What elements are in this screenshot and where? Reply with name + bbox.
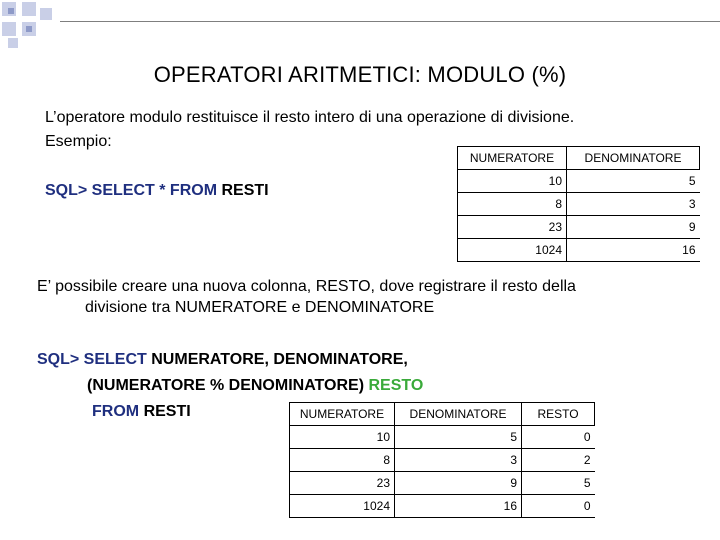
cell: 10 [290,426,395,449]
cell: 23 [458,216,567,239]
slide-title: OPERATORI ARITMETICI: MODULO (%) [153,62,567,87]
cell: 8 [458,193,567,216]
table-resti [457,146,700,262]
paragraph-line-1: E’ possibile creare una nuova colonna, RESTO, dove registrare il resto della [37,278,576,295]
cell: 2 [522,449,595,472]
table-header-row [458,147,700,170]
sql-expression: (NUMERATORE % DENOMINATORE) [87,377,365,394]
sql-keyword-from: FROM [92,403,140,420]
sql-query-1 [45,182,269,200]
header-resto: RESTO [522,403,595,426]
table-row [290,495,595,518]
table-row [290,426,595,449]
explanation-paragraph [37,276,677,318]
header-denominatore: DENOMINATORE [567,147,700,170]
header-rule [60,21,720,22]
sql-table-name: RESTI [143,403,191,420]
cell: 1024 [458,239,567,262]
corner-decoration [0,0,60,50]
table-row [458,193,700,216]
table-row [290,472,595,495]
sql-alias: RESTO [368,377,424,394]
cell: 5 [395,426,522,449]
cell: 16 [567,239,700,262]
paragraph-line-2: divisione tra NUMERATORE e DENOMINATORE [85,299,435,316]
header-denominatore: DENOMINATORE [395,403,522,426]
table-row [458,239,700,262]
cell: 8 [290,449,395,472]
cell: 1024 [290,495,395,518]
cell: 3 [395,449,522,472]
cell: 5 [522,472,595,495]
cell: 23 [290,472,395,495]
header-numeratore: NUMERATORE [290,403,395,426]
intro-line-2: Esempio: [45,133,112,150]
cell: 3 [567,193,700,216]
cell: 0 [522,495,595,518]
cell: 0 [522,426,595,449]
table-row [458,216,700,239]
table-resto-result [289,402,595,518]
cell: 10 [458,170,567,193]
sql-keyword: SQL> SELECT * FROM [45,182,218,199]
table-row [290,449,595,472]
cell: 16 [395,495,522,518]
cell: 5 [567,170,700,193]
header-numeratore: NUMERATORE [458,147,567,170]
cell: 9 [395,472,522,495]
intro-line-1: L’operatore modulo restituisce il resto intero di una operazione di divisione. [45,109,575,126]
table-row [458,170,700,193]
cell: 9 [567,216,700,239]
sql-keyword-select: SQL> SELECT [37,351,147,368]
table-header-row [290,403,595,426]
sql-table-name: RESTI [221,182,269,199]
sql-columns: NUMERATORE, DENOMINATORE, [151,351,408,368]
